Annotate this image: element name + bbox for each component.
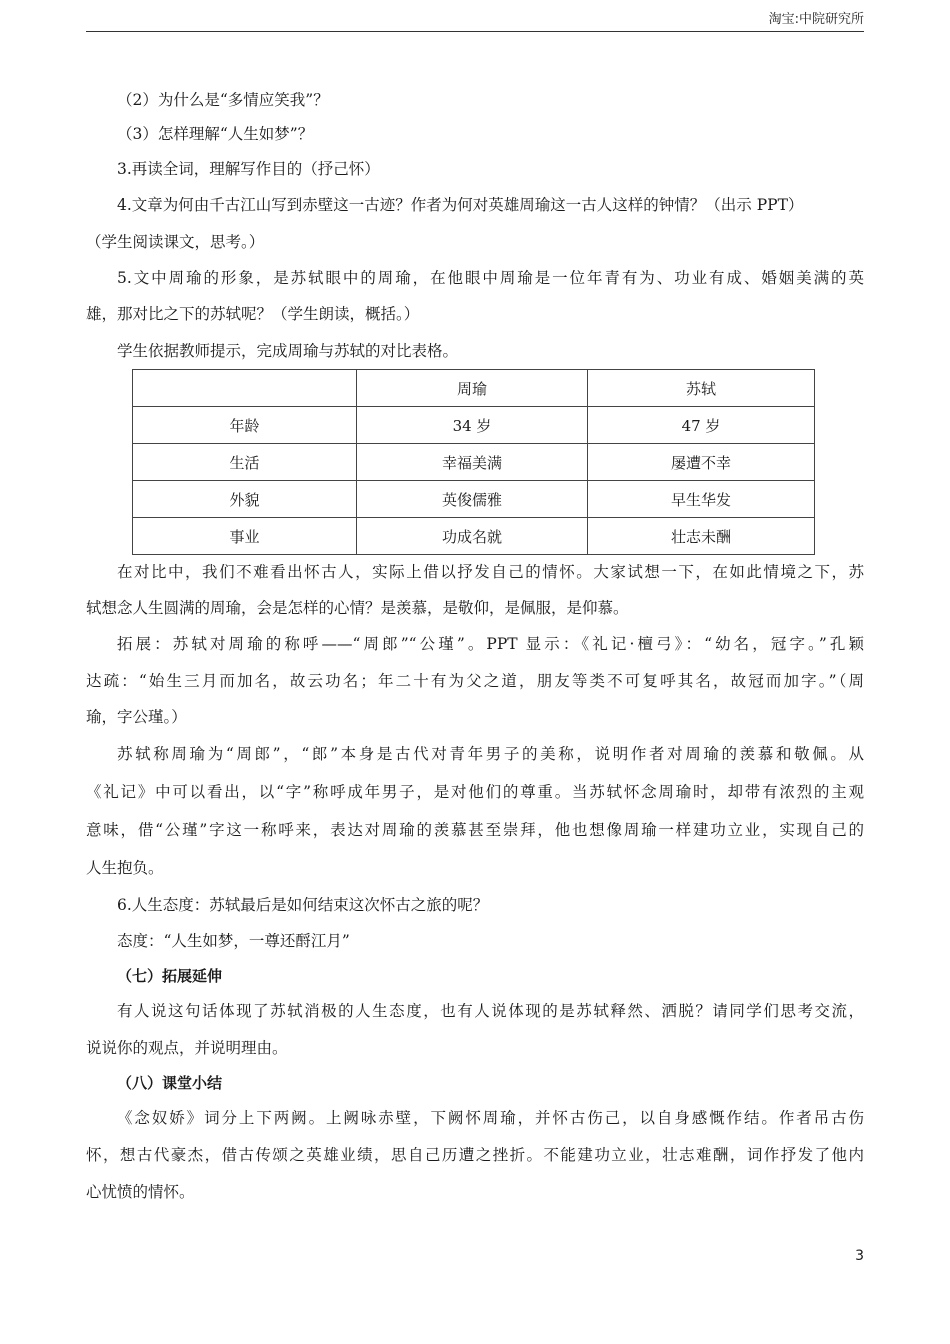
table-header-row	[133, 370, 815, 407]
extension-line-3: 瑜，字公瑾。）	[86, 708, 187, 726]
zhoulang-line-3: 意味，借“公瑾”字这一称呼来，表达对周瑜的羡慕甚至崇拜，他也想像周瑜一样建功立业，实现自己的	[86, 821, 864, 839]
table-cell: 外貌	[133, 481, 357, 518]
header-text: 淘宝:中院研究所	[768, 12, 864, 27]
summary-line-1: 《念奴娇》词分上下两阙。上阙咏赤壁，下阙怀周瑜，并怀古伤己，以自身感慨作结。作者吊古伤	[117, 1109, 864, 1127]
table-instruction: 学生依据教师提示，完成周瑜与苏轼的对比表格。	[117, 342, 459, 360]
question-2: （2）为什么是“多情应笑我”？	[117, 91, 329, 109]
table-cell: 壮志未酬	[588, 518, 815, 555]
table-cell: 年龄	[133, 407, 357, 444]
table-cell: 功成名就	[357, 518, 588, 555]
extension-discussion-line-2: 说说你的观点，并说明理由。	[86, 1039, 288, 1057]
table-row	[133, 518, 815, 555]
table-header-cell	[133, 370, 357, 407]
zhoulang-line-4: 人生抱负。	[86, 859, 164, 877]
attitude-line: 态度：“人生如梦，一尊还酹江月”	[117, 932, 350, 950]
table-cell: 英俊儒雅	[357, 481, 588, 518]
table-header-cell: 周瑜	[357, 370, 588, 407]
table-row	[133, 407, 815, 444]
step-6: 6.人生态度：苏轼最后是如何结束这次怀古之旅的呢？	[117, 896, 489, 914]
zhoulang-line-1: 苏轼称周瑜为“周郎”，“郎”本身是古代对青年男子的美称，说明作者对周瑜的羡慕和敬佩。从	[117, 745, 864, 763]
extension-line-1: 拓展：苏轼对周瑜的称呼——“周郎”“公瑾”。PPT 显示：《礼记·檀弓》：“幼名，冠字。”孔颖	[117, 635, 864, 653]
contrast-line-1: 在对比中，我们不难看出怀古人，实际上借以抒发自己的情怀。大家试想一下，在如此情境之下，苏	[117, 563, 864, 581]
step-4-line-2: （学生阅读课文，思考。）	[86, 233, 265, 251]
step-4-line-1: 4.文章为何由千古江山写到赤壁这一古迹？作者为何对英雄周瑜这一古人这样的钟情？（出示 PPT）	[117, 196, 804, 214]
contrast-line-2: 轼想念人生圆满的周瑜，会是怎样的心情？是羡慕，是敬仰，是佩服，是仰慕。	[86, 599, 629, 617]
step-5-line-2: 雄，那对比之下的苏轼呢？（学生朗读，概括。）	[86, 305, 420, 323]
table-cell: 事业	[133, 518, 357, 555]
zhoulang-line-2: 《礼记》中可以看出，以“字”称呼成年男子，是对他们的尊重。当苏轼怀念周瑜时，却带有浓烈的主观	[86, 783, 864, 801]
section-heading-7: （七）拓展延伸	[117, 967, 223, 985]
table-row	[133, 444, 815, 481]
extension-discussion-line-1: 有人说这句话体现了苏轼消极的人生态度，也有人说体现的是苏轼释然、洒脱？请同学们思考交流，	[117, 1002, 864, 1020]
question-3: （3）怎样理解“人生如梦”？	[117, 125, 314, 143]
comparison-table	[132, 369, 815, 555]
summary-line-2: 怀，想古代豪杰，借古传颂之英雄业绩，思自己历遭之挫折。不能建功立业，壮志难酬，词作抒发了他内	[86, 1146, 864, 1164]
summary-line-3: 心忧愤的情怀。	[86, 1183, 195, 1201]
table-cell: 生活	[133, 444, 357, 481]
table-cell: 早生华发	[588, 481, 815, 518]
step-3: 3.再读全词，理解写作目的（抒己怀）	[117, 160, 380, 178]
step-5-line-1: 5.文中周瑜的形象，是苏轼眼中的周瑜，在他眼中周瑜是一位年青有为、功业有成、婚姻美满的英	[117, 269, 864, 287]
table-cell: 屡遭不幸	[588, 444, 815, 481]
table-cell: 幸福美满	[357, 444, 588, 481]
header-rule	[86, 31, 864, 32]
table-cell: 47 岁	[588, 407, 815, 444]
table-header-cell: 苏轼	[588, 370, 815, 407]
table-cell: 34 岁	[357, 407, 588, 444]
extension-line-2: 达疏：“始生三月而加名，故云功名；年二十有为父之道，朋友等类不可复呼其名，故冠而加字。”（周	[86, 672, 864, 690]
section-heading-8: （八）课堂小结	[117, 1074, 223, 1092]
table-row	[133, 481, 815, 518]
page-number: 3	[855, 1248, 864, 1264]
